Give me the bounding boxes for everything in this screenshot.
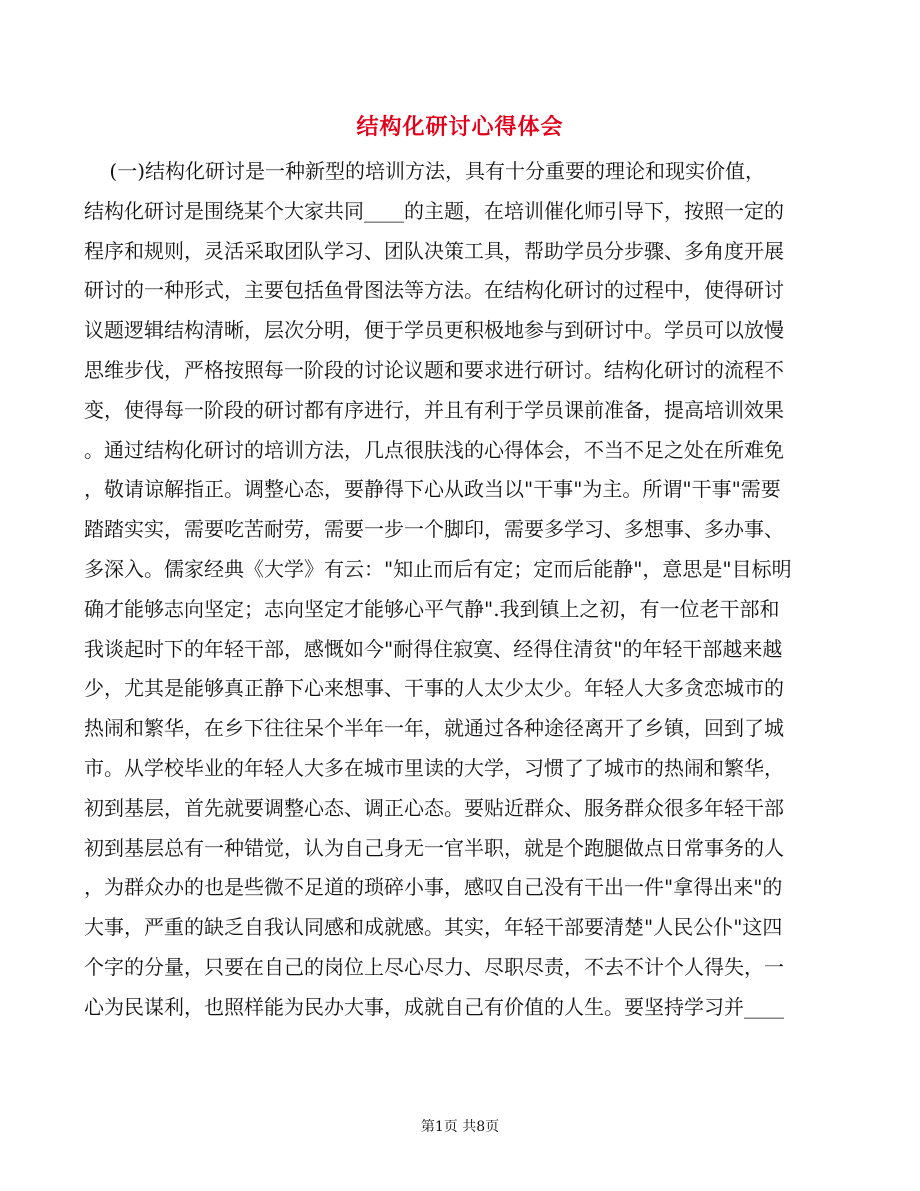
- body-line: 市。从学校毕业的年轻人大多在城市里读的大学，习惯了了城市的热闹和繁华，: [84, 755, 784, 780]
- body-line: ，敬请谅解指正。调整心态，要静得下心从政当以"干事"为主。所谓"干事"需要: [84, 477, 781, 502]
- body-line: 程序和规则，灵活采取团队学习、团队决策工具，帮助学员分步骤、多角度开展: [84, 238, 784, 263]
- body-line: 多深入。儒家经典《大学》有云："知止而后有定；定而后能静"，意思是"目标明: [84, 556, 792, 581]
- document-title: 结构化研讨心得体会: [356, 114, 564, 140]
- body-line: 结构化研讨是围绕某个大家共同____的主题，在培训催化师引导下，按照一定的: [84, 198, 784, 223]
- body-line: 议题逻辑结构清晰，层次分明，便于学员更积极地参与到研讨中。学员可以放慢: [84, 318, 784, 343]
- page-number-footer: 第1页 共8页: [420, 1119, 500, 1135]
- body-line: 个字的分量，只要在自己的岗位上尽心尽力、尽职尽责，不去不计个人得失，一: [84, 954, 784, 979]
- body-line: 热闹和繁华，在乡下往往呆个半年一年，就通过各种途径离开了乡镇，回到了城: [84, 716, 784, 741]
- body-line: 我谈起时下的年轻干部，感慨如今"耐得住寂寞、经得住清贫"的年轻干部越来越: [84, 636, 783, 661]
- body-line: 心为民谋利，也照样能为民办大事，成就自己有价值的人生。要坚持学习并____: [84, 994, 784, 1019]
- body-line: 变，使得每一阶段的研讨都有序进行，并且有利于学员课前准备，提高培训效果: [84, 397, 784, 422]
- body-line: 初到基层总有一种错觉，认为自己身无一官半职，就是个跑腿做点日常事务的人: [84, 835, 784, 860]
- body-line: ，为群众办的也是些微不足道的琐碎小事，感叹自己没有干出一件"拿得出来"的: [84, 875, 783, 900]
- body-line: 初到基层，首先就要调整心态、调正心态。要贴近群众、服务群众很多年轻干部: [84, 795, 784, 820]
- body-line: 确才能够志向坚定；志向坚定才能够心平气静".我到镇上之初，有一位老干部和: [84, 596, 780, 621]
- document-body: [84, 152, 824, 1028]
- body-line: (一)结构化研讨是一种新型的培训方法，具有十分重要的理论和现实价值，: [84, 159, 766, 183]
- body-line: 。通过结构化研讨的培训方法，几点很肤浅的心得体会，不当不足之处在所难免: [84, 437, 784, 462]
- body-line: 踏踏实实，需要吃苦耐劳，需要一步一个脚印，需要多学习、多想事、多办事、: [84, 517, 784, 542]
- body-line: 思维步伐，严格按照每一阶段的讨论议题和要求进行研讨。结构化研讨的流程不: [84, 357, 784, 382]
- body-line: 大事，严重的缺乏自我认同感和成就感。其实，年轻干部要清楚"人民公仆"这四: [84, 915, 783, 940]
- body-line: 少，尤其是能够真正静下心来想事、干事的人太少太少。年轻人大多贪恋城市的: [84, 676, 784, 701]
- body-line: 研讨的一种形式，主要包括鱼骨图法等方法。在结构化研讨的过程中，使得研讨: [84, 278, 784, 303]
